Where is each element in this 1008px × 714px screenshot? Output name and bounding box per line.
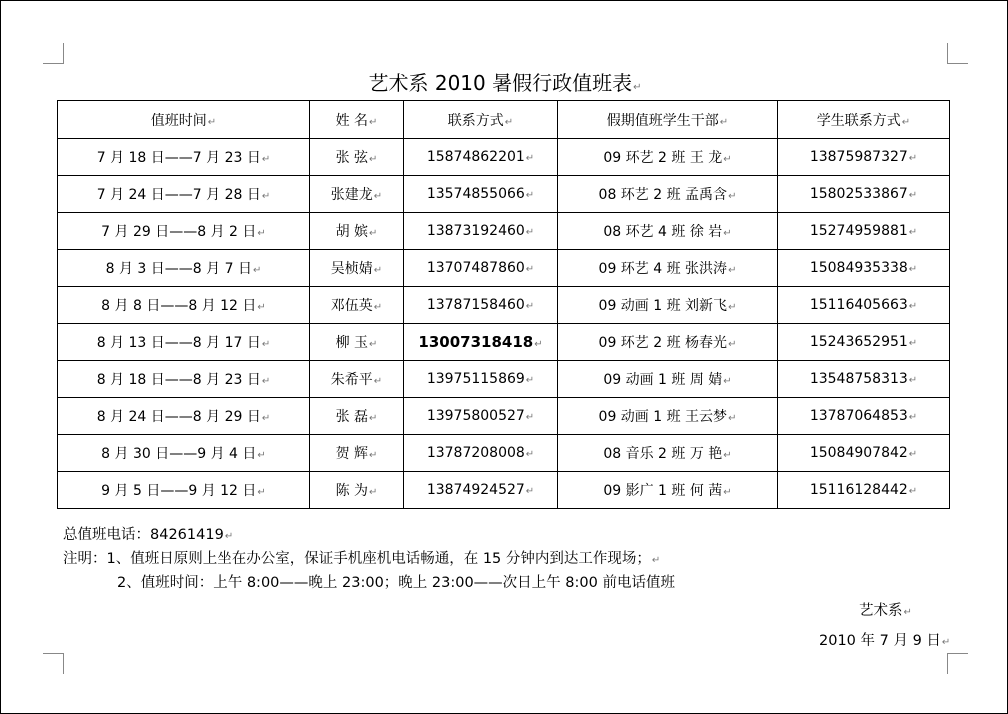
cell-student-phone: 15116405663↵ [778, 287, 950, 324]
cell-student: 09 动画 1 班 刘新飞↵ [558, 287, 778, 324]
cell-student-phone: 13875987327↵ [778, 139, 950, 176]
cell-phone: 13873192460↵ [404, 213, 558, 250]
header-phone: 联系方式↵ [404, 101, 558, 139]
crop-mark-top-left [43, 43, 64, 64]
cell-student: 09 环艺 4 班 张洪涛↵ [558, 250, 778, 287]
cell-phone: 13787158460↵ [404, 287, 558, 324]
cell-phone: 13574855066↵ [404, 176, 558, 213]
note-line-1: 注明：1、值班日原则上坐在办公室，保证手机座机电话畅通，在 15 分钟内到达工作现场；↵ [63, 551, 661, 567]
cell-time: 9 月 5 日——9 月 12 日↵ [58, 472, 310, 509]
cell-time: 8 月 24 日——8 月 29 日↵ [58, 398, 310, 435]
header-student-phone: 学生联系方式↵ [778, 101, 950, 139]
cell-time: 7 月 29 日——8 月 2 日↵ [58, 213, 310, 250]
cell-time: 8 月 3 日——8 月 7 日↵ [58, 250, 310, 287]
cell-student: 09 环艺 2 班 王 龙↵ [558, 139, 778, 176]
total-duty-phone: 总值班电话：84261419↵ [63, 527, 234, 543]
cell-phone: 13975115869↵ [404, 361, 558, 398]
table-row [58, 250, 950, 287]
signature-department: 艺术系↵ [859, 603, 912, 619]
cell-phone: 13787208008↵ [404, 435, 558, 472]
crop-mark-bottom-right [947, 653, 968, 674]
cell-student: 08 环艺 2 班 孟禹含↵ [558, 176, 778, 213]
cell-time: 8 月 18 日——8 月 23 日↵ [58, 361, 310, 398]
cell-time: 7 月 18 日——7 月 23 日↵ [58, 139, 310, 176]
cell-name: 贺 辉↵ [310, 435, 404, 472]
cell-name: 柳 玉↵ [310, 324, 404, 361]
cell-time: 8 月 30 日——9 月 4 日↵ [58, 435, 310, 472]
table-row [58, 287, 950, 324]
cell-time: 8 月 13 日——8 月 17 日↵ [58, 324, 310, 361]
crop-mark-bottom-left [43, 653, 64, 674]
cell-student: 08 音乐 2 班 万 艳↵ [558, 435, 778, 472]
cell-student-phone: 15802533867↵ [778, 176, 950, 213]
cell-student: 09 环艺 2 班 杨春光↵ [558, 324, 778, 361]
cell-student: 09 动画 1 班 周 婧↵ [558, 361, 778, 398]
crop-mark-top-right [947, 43, 968, 64]
cell-student: 08 环艺 4 班 徐 岩↵ [558, 213, 778, 250]
page-title: 艺术系 2010 暑假行政值班表↵ [368, 71, 642, 95]
cell-phone: 13975800527↵ [404, 398, 558, 435]
cell-student-phone: 13787064853↵ [778, 398, 950, 435]
table-row [58, 472, 950, 509]
table-row [58, 361, 950, 398]
table-header-row [58, 101, 950, 139]
table-row [58, 176, 950, 213]
cell-name: 胡 嫔↵ [310, 213, 404, 250]
table-body [58, 139, 950, 509]
cell-phone: 13007318418↵ [404, 324, 558, 361]
cell-name: 张建龙↵ [310, 176, 404, 213]
table-row [58, 324, 950, 361]
header-student: 假期值班学生干部↵ [558, 101, 778, 139]
cell-name: 陈 为↵ [310, 472, 404, 509]
cell-student-phone: 15243652951↵ [778, 324, 950, 361]
cell-student-phone: 15116128442↵ [778, 472, 950, 509]
cell-phone: 15874862201↵ [404, 139, 558, 176]
table-row [58, 213, 950, 250]
table-row [58, 139, 950, 176]
cell-time: 7 月 24 日——7 月 28 日↵ [58, 176, 310, 213]
cell-student-phone: 13548758313↵ [778, 361, 950, 398]
cell-student: 09 影广 1 班 何 茜↵ [558, 472, 778, 509]
cell-name: 吴桢婧↵ [310, 250, 404, 287]
cell-student-phone: 15084935338↵ [778, 250, 950, 287]
cell-phone: 13874924527↵ [404, 472, 558, 509]
cell-student: 09 动画 1 班 王云梦↵ [558, 398, 778, 435]
duty-table [57, 100, 950, 509]
cell-student-phone: 15274959881↵ [778, 213, 950, 250]
cell-name: 朱希平↵ [310, 361, 404, 398]
cell-time: 8 月 8 日——8 月 12 日↵ [58, 287, 310, 324]
signature-date: 2010 年 7 月 9 日↵ [819, 633, 951, 649]
cell-student-phone: 15084907842↵ [778, 435, 950, 472]
table-row [58, 398, 950, 435]
table-row [58, 435, 950, 472]
header-time: 值班时间↵ [58, 101, 310, 139]
cell-name: 邓伍英↵ [310, 287, 404, 324]
cell-name: 张 磊↵ [310, 398, 404, 435]
header-name: 姓 名↵ [310, 101, 404, 139]
cell-phone: 13707487860↵ [404, 250, 558, 287]
cell-name: 张 弦↵ [310, 139, 404, 176]
note-line-2: 2、值班时间：上午 8:00——晚上 23:00；晚上 23:00——次日上午 8:00 前电话值班 [117, 575, 675, 591]
